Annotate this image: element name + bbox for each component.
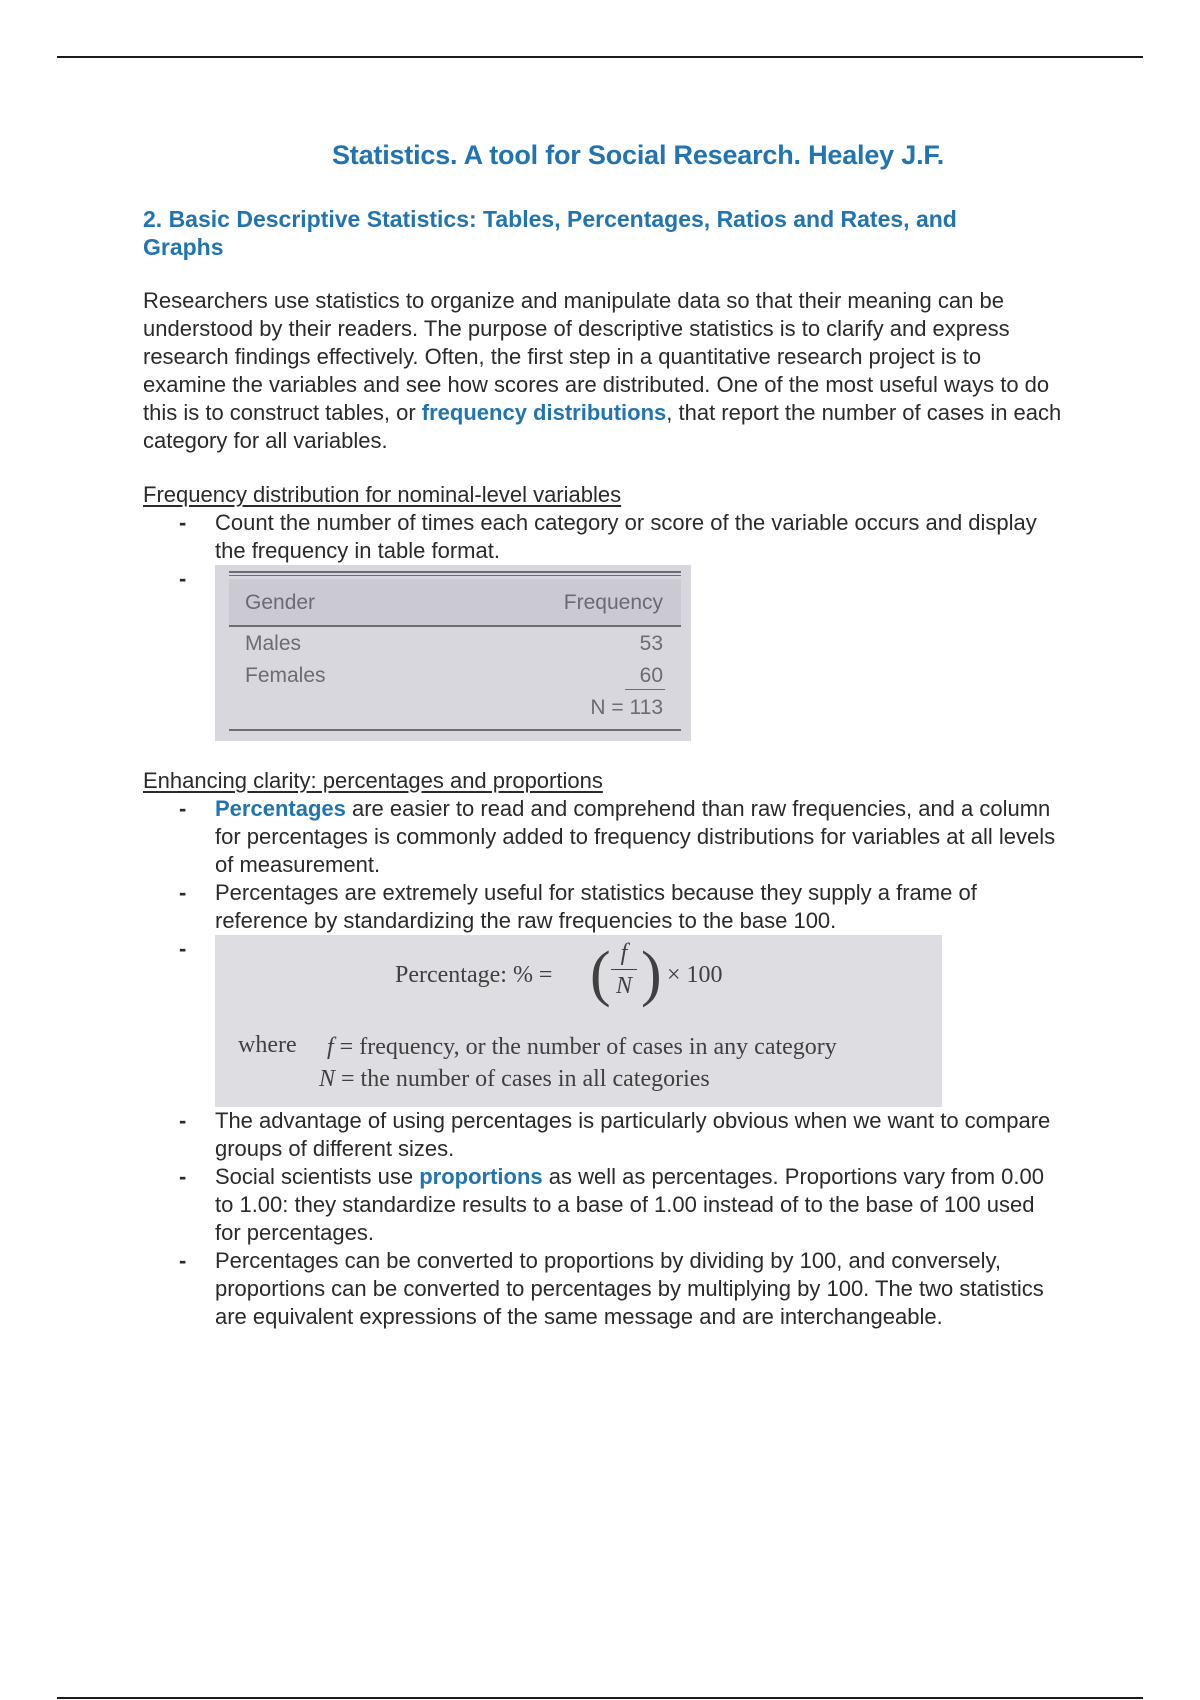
formula-denominator: N [615, 973, 632, 999]
formula-label: - Percentage: % = [395, 962, 553, 988]
bottom-rule [57, 1697, 1143, 1699]
formula-def-frequency [327, 1033, 837, 1061]
intro-paragraph [143, 287, 1063, 455]
table-header-gender: - Gender [245, 591, 316, 614]
formula-times-100: × 100 [667, 962, 723, 988]
section2-bullet-formula [215, 935, 1063, 1107]
formula-fraction-bar [611, 969, 637, 970]
document-title: Statistics. A tool for Social Research. Healey J.F. [331, 140, 945, 170]
formula-def-n [319, 1065, 710, 1093]
table-cell-males: Males [245, 632, 302, 655]
section1-bullet-count: - Count the number of times each category or score of the variable occurs and display the frequency in table format. [215, 509, 1063, 565]
section2-bullet-list [143, 795, 1063, 1331]
table-top-double-rule [229, 571, 681, 573]
section1-bullet-table [215, 565, 1063, 741]
frequency-table-image [215, 565, 691, 741]
table-header-rule [229, 625, 681, 627]
formula-numerator: f [620, 940, 628, 966]
table-cell-females: Females [245, 664, 326, 687]
bullet-proportions-after: as well as percentages. Proportions vary from 0.00 to 1.00: they standardize results to a base of 1.00 instead of to the base of 100 used for percentages. [215, 1164, 1044, 1245]
formula-def1-symbol: f [327, 1034, 334, 1060]
table-sum-rule [625, 689, 665, 690]
formula-fraction [611, 939, 637, 1000]
bullet-percentages-text: are easier to read and comprehend than raw frequencies, and a column for percentages is commonly added to frequency distributions for variables at all levels of measurement. [215, 796, 1056, 877]
section2-bullet-advantage: - The advantage of using percentages is particularly obvious when we want to compare groups of different sizes. [215, 1107, 1063, 1163]
section1-bullet-list [143, 509, 1063, 741]
table-bottom-rule [229, 729, 681, 731]
table-cell-males-frequency: 53 [639, 632, 663, 655]
section2-bullet-frame-of-reference: - Percentages are extremely useful for statistics because they supply a frame of reference by standardizing the raw frequencies to the base 100. [215, 879, 1063, 935]
proportions-term: proportions [419, 1164, 543, 1189]
section2-bullet-proportions [215, 1163, 1063, 1247]
table-header-frequency: Frequency [563, 591, 663, 614]
percentage-formula-image [215, 935, 942, 1107]
formula-def2-text: = the number of cases in all categories [341, 1066, 710, 1092]
percentages-term: Percentages [215, 796, 346, 821]
frequency-distributions-term: frequency distributions [421, 400, 667, 425]
formula-left-paren: ( [590, 940, 611, 1008]
section-heading-frequency-distribution: Frequency distribution for nominal-level variables [143, 482, 622, 507]
formula-def1-text: = frequency, or the number of cases in any category [339, 1034, 837, 1060]
top-rule [57, 56, 1143, 58]
intro-text-after: , that report the number of cases in each category for all variables. [143, 400, 1062, 453]
intro-text-before: Researchers use statistics to organize and manipulate data so that their meaning can be understood by their readers. The purpose of descriptive statistics is to clarify and express research findings effectively. Often, the first step in a quantitative research project is to examine the variables and see how scores are distributed. One of the most useful ways to do this is to construct tables, or [143, 288, 1050, 425]
chapter-heading: 2. Basic Descriptive Statistics: Tables, Percentages, Ratios and Rates, and Graphs [143, 206, 957, 260]
table-top-rule-thin [229, 575, 681, 576]
page-content [143, 140, 1063, 1331]
section2-bullet-conversion: - Percentages can be converted to proportions by dividing by 100, and conversely, proportions can be converted to percentages by multiplying by 100. The two statistics are equivalent expressions of the same message and are interchangeable. [215, 1247, 1063, 1331]
table-cell-females-frequency: 60 [639, 664, 663, 687]
table-total: N = 113 [590, 696, 663, 719]
section-heading-percentages: Enhancing clarity: percentages and proportions [143, 768, 603, 793]
section2-bullet-percentages [215, 795, 1063, 879]
formula-where: where [238, 1032, 297, 1058]
bullet-proportions-before: Social scientists use [215, 1164, 420, 1189]
formula-right-paren: ) [641, 940, 662, 1008]
formula-def2-symbol: N [319, 1066, 336, 1092]
